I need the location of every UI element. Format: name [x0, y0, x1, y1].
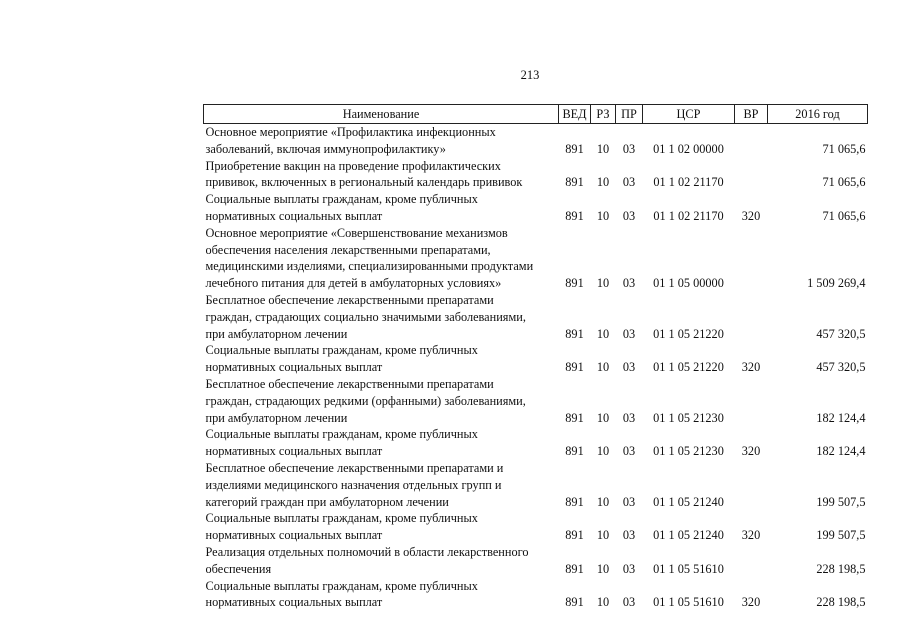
cell-ved: 891: [565, 326, 584, 341]
cell-csr: 01 1 05 21220: [653, 326, 724, 341]
cell-rz: 10: [596, 276, 610, 291]
cell-vr: 320: [741, 528, 761, 543]
cell-pr: 03: [622, 360, 636, 375]
cell-rz: 10: [596, 595, 610, 610]
cell-sum: 71 065,6: [822, 175, 866, 190]
cell-vr: 320: [741, 208, 761, 223]
cell-pr: 03: [622, 444, 636, 459]
cell-sum: 457 320,5: [816, 326, 866, 341]
cell-name: Социальные выплаты гражданам, кроме публичных нормативных социальных выплат: [205, 578, 478, 610]
cell-sum: 71 065,6: [822, 141, 866, 156]
cell-sum: 182 124,4: [816, 410, 866, 425]
cell-rz: 10: [596, 444, 610, 459]
header-sum: 2016 год: [768, 105, 868, 124]
cell-csr: 01 1 05 21220: [653, 360, 724, 375]
table-row: [204, 376, 868, 426]
table-row: [204, 544, 868, 578]
cell-rz: 10: [596, 141, 610, 156]
table-row: [204, 225, 868, 292]
cell-pr: 03: [622, 561, 636, 576]
cell-csr: 01 1 02 21170: [653, 208, 724, 223]
cell-ved: 891: [565, 561, 584, 576]
cell-vr: [735, 376, 768, 426]
cell-name: Основное мероприятие «Профилактика инфекционных заболеваний, включая иммунопрофилактику»: [205, 125, 496, 156]
header-vr: ВР: [735, 105, 768, 124]
cell-csr: 01 1 05 00000: [653, 276, 724, 291]
cell-csr: 01 1 02 21170: [653, 175, 724, 190]
table-header: [204, 105, 868, 124]
table-row: [204, 342, 868, 376]
cell-sum: 71 065,6: [822, 208, 866, 223]
cell-ved: 891: [565, 595, 584, 610]
table-row: [204, 124, 868, 158]
cell-name: Приобретение вакцин на проведение профилактических прививок, включенных в региональный календарь прививок: [205, 158, 523, 190]
cell-csr: 01 1 02 00000: [653, 141, 724, 156]
cell-rz: 10: [596, 561, 610, 576]
cell-name: Основное мероприятие «Совершенствование механизмов обеспечения населения лекарственными препаратами, медицинскими изделиями, специализированными продуктами лечебного питания для детей в амбулаторных условиях»: [205, 225, 534, 291]
cell-ved: 891: [565, 141, 584, 156]
cell-sum: 1 509 269,4: [807, 276, 866, 291]
cell-sum: 182 124,4: [816, 444, 866, 459]
cell-name: Социальные выплаты гражданам, кроме публичных нормативных социальных выплат: [205, 427, 478, 459]
cell-sum: 228 198,5: [816, 561, 866, 576]
table-row: [204, 158, 868, 192]
header-pr: ПР: [616, 105, 643, 124]
cell-pr: 03: [622, 141, 636, 156]
table-row: [204, 510, 868, 544]
cell-pr: 03: [622, 494, 636, 509]
cell-csr: 01 1 05 21240: [653, 528, 724, 543]
cell-ved: 891: [565, 528, 584, 543]
cell-ved: 891: [565, 175, 584, 190]
cell-sum: 199 507,5: [816, 528, 866, 543]
cell-name: Социальные выплаты гражданам, кроме публичных нормативных социальных выплат: [205, 192, 478, 223]
cell-ved: 891: [565, 208, 584, 223]
cell-sum: 199 507,5: [816, 494, 866, 509]
cell-pr: 03: [622, 528, 636, 543]
table-body: [204, 124, 868, 612]
header-name: Наименование: [204, 105, 559, 124]
cell-vr: [735, 158, 768, 192]
cell-rz: 10: [596, 208, 610, 223]
cell-ved: 891: [565, 410, 584, 425]
cell-name: Бесплатное обеспечение лекарственными препаратами и изделиями медицинского назначения отдельных групп и категорий граждан при амбулаторном лечении: [205, 460, 504, 509]
cell-vr: [735, 124, 768, 158]
cell-vr: [735, 225, 768, 292]
cell-rz: 10: [596, 326, 610, 341]
cell-ved: 891: [565, 444, 584, 459]
header-row: [204, 105, 868, 124]
cell-rz: 10: [596, 175, 610, 190]
cell-ved: 891: [565, 494, 584, 509]
cell-pr: 03: [622, 276, 636, 291]
cell-csr: 01 1 05 21240: [653, 494, 724, 509]
cell-vr: [735, 460, 768, 510]
cell-name: Реализация отдельных полномочий в области лекарственного обеспечения: [205, 544, 529, 576]
cell-vr: [735, 544, 768, 578]
cell-vr: [735, 292, 768, 342]
table-row: [204, 460, 868, 510]
cell-pr: 03: [622, 595, 636, 610]
header-rz: РЗ: [591, 105, 616, 124]
cell-name: Бесплатное обеспечение лекарственными препаратами граждан, страдающих социально значимыми заболеваниями, при амбулаторном лечении: [205, 292, 526, 341]
cell-ved: 891: [565, 276, 584, 291]
cell-vr: 320: [741, 595, 761, 610]
table-row: [204, 191, 868, 225]
cell-vr: 320: [741, 360, 761, 375]
cell-pr: 03: [622, 326, 636, 341]
header-ved: ВЕД: [559, 105, 591, 124]
cell-name: Социальные выплаты гражданам, кроме публичных нормативных социальных выплат: [205, 511, 478, 543]
cell-rz: 10: [596, 528, 610, 543]
cell-csr: 01 1 05 51610: [653, 595, 724, 610]
page-number: 213: [520, 68, 540, 82]
cell-csr: 01 1 05 21230: [653, 444, 724, 459]
cell-name: Социальные выплаты гражданам, кроме публичных нормативных социальных выплат: [205, 343, 478, 375]
header-csr: ЦСР: [643, 105, 735, 124]
cell-pr: 03: [622, 410, 636, 425]
cell-pr: 03: [622, 208, 636, 223]
cell-sum: 457 320,5: [816, 360, 866, 375]
table-row: [204, 426, 868, 460]
budget-table: [203, 104, 868, 611]
cell-sum: 228 198,5: [816, 595, 866, 610]
cell-csr: 01 1 05 21230: [653, 410, 724, 425]
cell-rz: 10: [596, 494, 610, 509]
cell-rz: 10: [596, 410, 610, 425]
cell-rz: 10: [596, 360, 610, 375]
cell-name: Бесплатное обеспечение лекарственными препаратами граждан, страдающих редкими (орфанными) заболеваниями, при амбулаторном лечении: [205, 376, 526, 425]
table-row: [204, 578, 868, 612]
cell-vr: 320: [741, 444, 761, 459]
cell-csr: 01 1 05 51610: [653, 561, 724, 576]
cell-ved: 891: [565, 360, 584, 375]
table-row: [204, 292, 868, 342]
cell-pr: 03: [622, 175, 636, 190]
